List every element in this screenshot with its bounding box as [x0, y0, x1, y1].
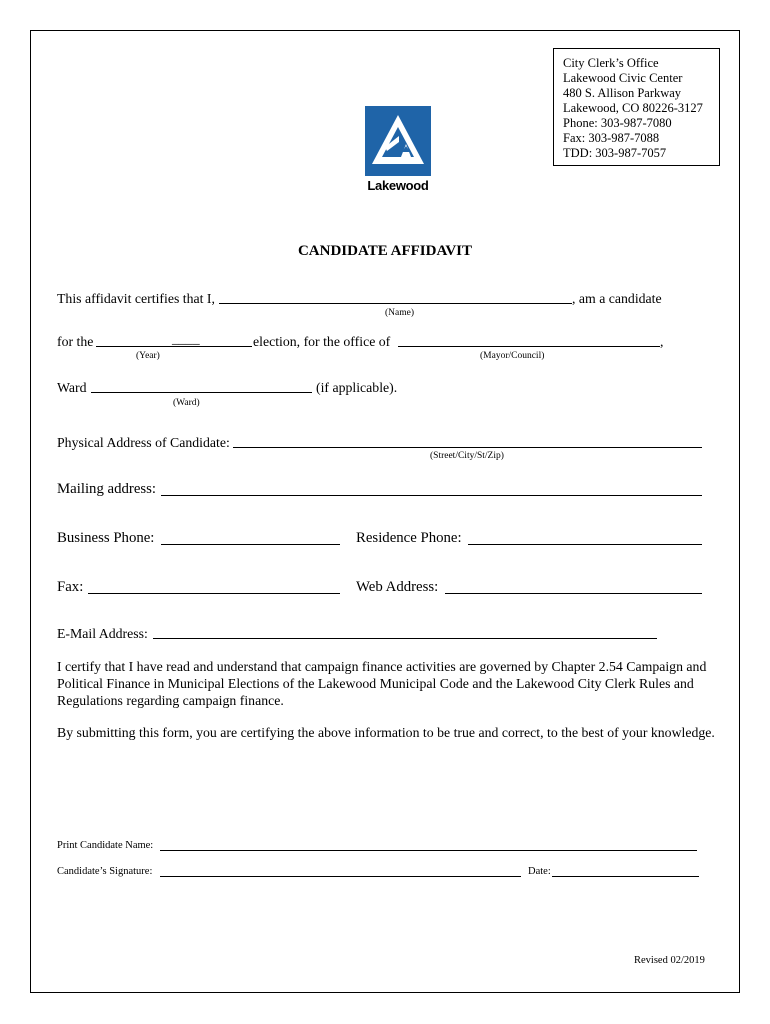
date-label: Date:	[528, 866, 551, 877]
residence-phone-field[interactable]	[468, 544, 702, 545]
certify-prefix: This affidavit certifies that I,	[57, 291, 215, 306]
ward-suffix: (if applicable).	[316, 380, 398, 395]
date-field[interactable]	[552, 876, 699, 877]
email-label: E-Mail Address:	[57, 626, 148, 641]
office-line: 480 S. Allison Parkway	[563, 86, 682, 100]
ward-caption: (Ward)	[173, 398, 200, 408]
mailing-address-label: Mailing address:	[57, 481, 157, 497]
certify-suffix: , am a candidate	[572, 291, 662, 306]
office-line: Lakewood Civic Center	[563, 71, 683, 85]
name-field[interactable]	[219, 303, 572, 304]
web-address-label: Web Address:	[356, 579, 439, 595]
office-field[interactable]	[398, 346, 660, 347]
revised-date: Revised 02/2019	[634, 955, 705, 966]
office-line: TDD: 303-987-7057	[563, 146, 667, 160]
year-dash: ____	[172, 331, 200, 346]
print-name-label: Print Candidate Name:	[57, 840, 154, 851]
mailing-address-field[interactable]	[161, 495, 702, 496]
office-line: City Clerk’s Office	[563, 56, 659, 70]
lakewood-logo	[365, 106, 431, 176]
fax-label: Fax:	[57, 579, 84, 595]
campaign-finance-statement: I certify that I have read and understand that campaign finance activities are governed by Chapter 2.54 Campaign and Political Finance in Municipal Elections of the Lakewood Municipal Code and the Lakewood City Clerk Rules and Regulations regarding campaign finance.	[57, 659, 707, 708]
fax-field[interactable]	[88, 593, 340, 594]
ward-field[interactable]	[91, 392, 312, 393]
logo-text: Lakewood	[367, 178, 429, 193]
office-address-box	[553, 48, 720, 166]
name-caption: (Name)	[385, 308, 415, 318]
physical-address-field[interactable]	[233, 447, 702, 448]
for-the-label: for the	[57, 334, 94, 349]
office-line: Lakewood, CO 80226-3127	[563, 101, 703, 115]
web-address-field[interactable]	[445, 593, 702, 594]
page-title: CANDIDATE AFFIDAVIT	[297, 243, 473, 259]
business-phone-label: Business Phone:	[57, 530, 155, 546]
office-line: Phone: 303-987-7080	[563, 116, 672, 130]
lakewood-mountain-icon	[365, 106, 431, 176]
year-caption: (Year)	[136, 351, 160, 361]
business-phone-field[interactable]	[161, 544, 340, 545]
signature-field[interactable]	[160, 876, 521, 877]
ward-label: Ward	[57, 380, 87, 395]
physical-address-label: Physical Address of Candidate:	[57, 435, 230, 450]
email-field[interactable]	[153, 638, 657, 639]
physical-address-caption: (Street/City/St/Zip)	[430, 451, 504, 461]
signature-label: Candidate’s Signature:	[57, 866, 153, 877]
submission-statement: By submitting this form, you are certifying the above information to be true and correct, to the best of your knowledge.	[57, 725, 715, 740]
print-name-field[interactable]	[160, 850, 697, 851]
office-line: Fax: 303-987-7088	[563, 131, 660, 145]
election-label: election, for the office of	[253, 334, 391, 349]
office-caption: (Mayor/Council)	[480, 351, 545, 361]
residence-phone-label: Residence Phone:	[356, 530, 462, 546]
comma: ,	[660, 334, 664, 349]
